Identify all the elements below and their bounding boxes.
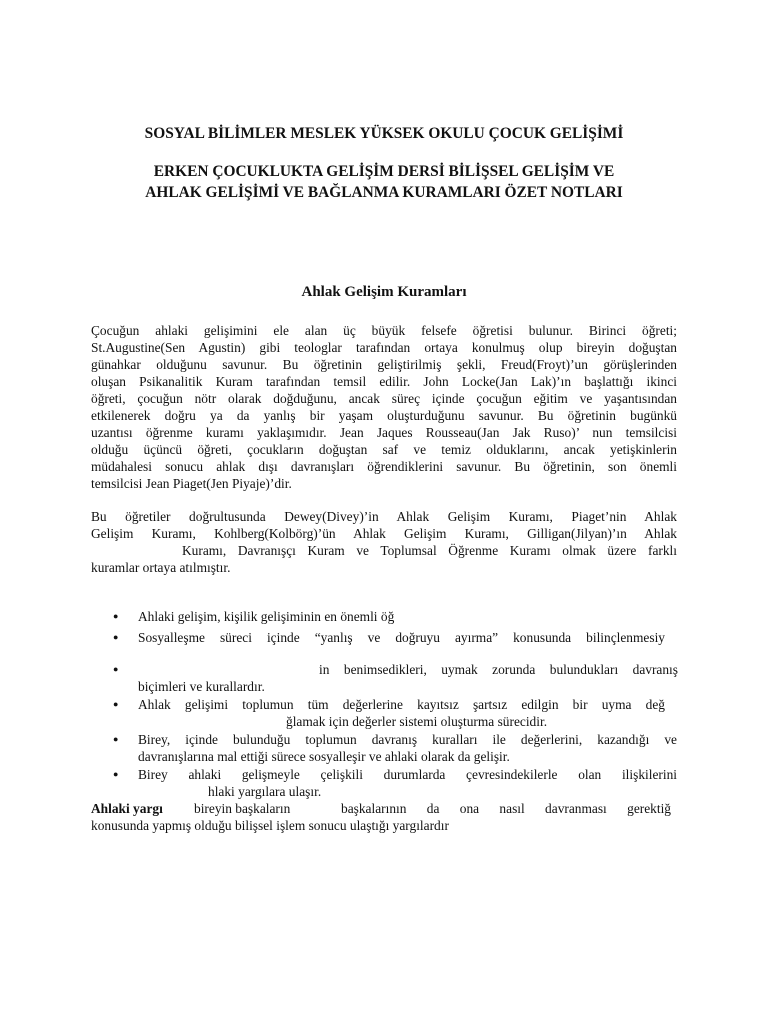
definition-text: bireyin başkaların <box>194 801 291 816</box>
section-heading: Ahlak Gelişim Kuramları <box>301 284 467 300</box>
paragraph-line: uzantısı öğrenme kuramı yaklaşımıdır. Jean Jaques Rousseau(Jan Jak Ruso)’ nun temsilcisi <box>91 425 677 440</box>
definition-text: konusunda yapmış olduğu bilişsel işlem sonucu ulaştığı yargılardır <box>91 818 449 833</box>
bullet-icon <box>113 696 123 713</box>
paragraph-line: müdahalesi sonucu ahlak dışı davranışları öğrendiklerini savunur. Bu öğretinin, son önemli <box>91 459 677 474</box>
paragraph-line: günahkar olduğunu savunur. Bu öğretinin geliştirilmiş şekli, Freud(Froyt)’un görüşlerinden <box>91 357 677 372</box>
paragraph-line: etkilenerek doğru ya da yanlış bir yaşam oluşturduğunu savunur. Bu öğretinin bugünkü <box>91 408 677 423</box>
list-item: Ahlaki gelişim, kişilik gelişiminin en önemli öğ <box>138 609 395 624</box>
document-title-line2: ERKEN ÇOCUKLUKTA GELİŞİM DERSİ BİLİŞSEL GELİŞİM VE <box>153 163 615 180</box>
paragraph-line: kuramlar ortaya atılmıştır. <box>91 560 231 575</box>
bullet-icon <box>113 608 123 625</box>
bullet-icon <box>113 766 123 783</box>
bullet-icon <box>113 629 123 646</box>
list-item: Sosyalleşme süreci içinde “yanlış ve doğruyu ayırma” konusunda bilinçlenmesiy <box>138 630 665 645</box>
paragraph-line: temsilcisi Jean Piaget(Jen Piyaje)’dir. <box>91 476 292 491</box>
list-item-continuation: hlaki yargılara ulaşır. <box>208 784 322 799</box>
list-item: Birey ahlaki gelişmeyle çelişkili durumlarda çevresindekilerle olan ilişkilerini <box>138 767 677 782</box>
paragraph-line: Bu öğretiler doğrultusunda Dewey(Divey)’in Ahlak Gelişim Kuramı, Piaget’nin Ahlak <box>91 509 677 524</box>
list-item-continuation: davranışlarına mal ettiği sürece sosyalleşir ve ahlaki olarak da gelişir. <box>138 749 510 764</box>
list-item: Ahlak gelişimi toplumun tüm değerlerine kayıtsız şartsız edilgin bir uyma değ <box>138 697 665 712</box>
paragraph-line: Gelişim Kuramı, Kohlberg(Kolbörg)’ün Ahlak Gelişim Kuramı, Gilligan(Jilyan)’ın Ahlak <box>91 526 677 541</box>
paragraph-line: öğreti, çocuğun nötr olarak doğduğunu, ancak süreç içinde çocuğun eğitim ve yaşantısından <box>91 391 677 406</box>
paragraph-line: Kuramı, Davranışçı Kuram ve Toplumsal Öğrenme Kuramı olmak üzere farklı <box>182 543 677 558</box>
list-item-continuation: biçimleri ve kurallardır. <box>138 679 265 694</box>
bullet-icon <box>113 661 123 678</box>
bullet-icon <box>113 731 123 748</box>
definition-term: Ahlaki yargı <box>91 801 163 816</box>
list-item-continuation: ğlamak için değerler sistemi oluşturma sürecidir. <box>286 714 548 729</box>
document-title-line3: AHLAK GELİŞİMİ VE BAĞLANMA KURAMLARI ÖZET NOTLARI <box>145 184 623 201</box>
paragraph-line: oluşan Psikanalitik Kuram tarafından temsil edilir. John Locke(Jan Lak)’ın başlattığı ikinci <box>91 374 677 389</box>
paragraph-line: olduğu üçüncü öğreti, çocukların doğuştan saf ve temiz olduklarını, ancak yetişkinlerin <box>91 442 677 457</box>
definition-text: başkalarının da ona nasıl davranması gerektiğ <box>341 801 671 816</box>
list-item: in benimsedikleri, uymak zorunda bulundukları davranış <box>319 662 678 677</box>
document-title-line1: SOSYAL BİLİMLER MESLEK YÜKSEK OKULU ÇOCUK GELİŞİMİ <box>144 125 624 142</box>
paragraph-line: St.Augustine(Sen Agustin) gibi teologlar tarafından ortaya konulmuş olup bireyin doğuştan <box>91 340 677 355</box>
paragraph-line: Çocuğun ahlaki gelişimini ele alan üç büyük felsefe öğretisi bulunur. Birinci öğreti; <box>91 323 677 338</box>
list-item: Birey, içinde bulunduğu toplumun davranış kuralları ile değerlerini, kazandığı ve <box>138 732 677 747</box>
